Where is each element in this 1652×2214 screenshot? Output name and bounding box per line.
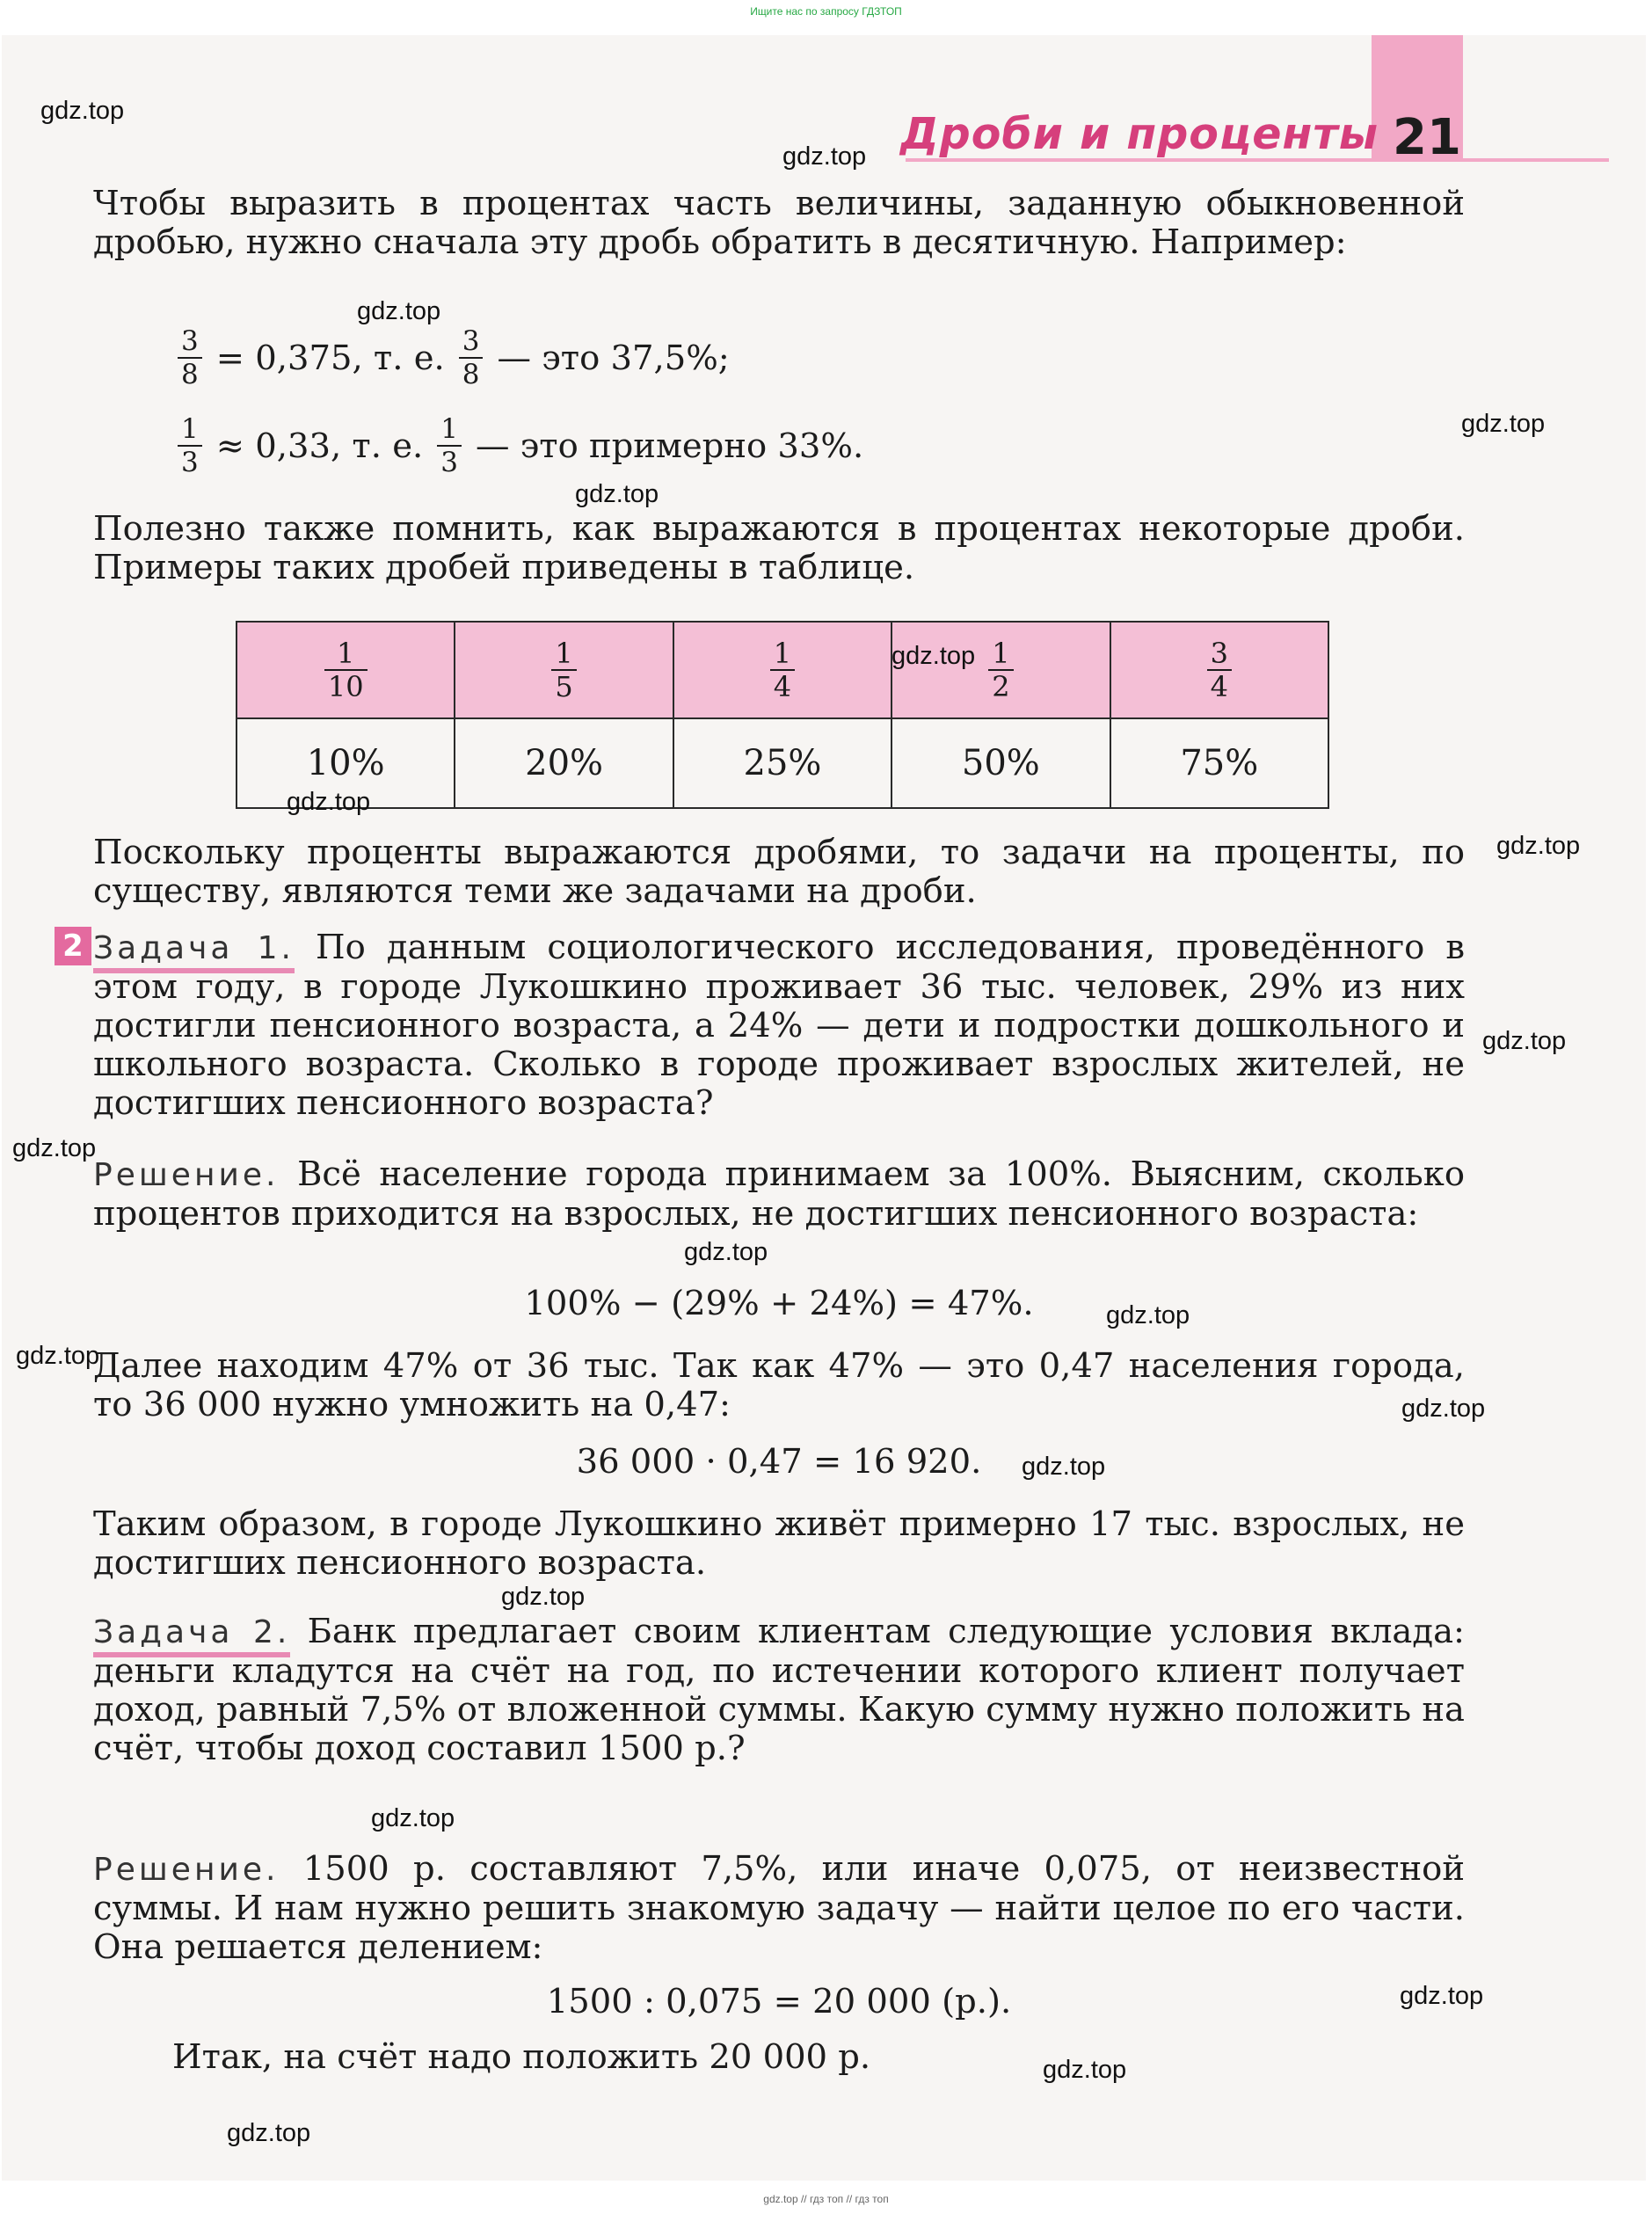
watermark: gdz.top <box>1401 1395 1486 1423</box>
watermark: gdz.top <box>357 297 441 325</box>
watermark: gdz.top <box>782 142 867 171</box>
example-tail: — это примерно 33%. <box>475 426 864 466</box>
bottom-note: gdz.top // гдз топ // гдз топ <box>763 2193 889 2205</box>
formula-2: 36 000 · 0,47 = 16 920. <box>576 1442 982 1482</box>
watermark: gdz.top <box>1043 2056 1127 2084</box>
task2-paragraph <box>93 1613 1465 1768</box>
page-number: 21 <box>1393 109 1461 166</box>
task1-conclusion: Таким образом, в городе Лукошкино живёт примерно 17 тыс. взрослых, не достигших пенсионного возраста. <box>93 1504 1465 1583</box>
solution-text: 1500 р. составляют 7,5%, или иначе 0,075, от неизвестной суммы. И нам нужно решить знакомую задачу — найти целое по его части. Она решается делением: <box>93 1849 1465 1967</box>
fraction: $\frac{1}{3}$ <box>178 413 202 478</box>
task2-label: Задача 2. <box>93 1614 290 1657</box>
example-value: ≈ 0,33, т. е. <box>215 426 424 466</box>
task2-conclusion: Итак, на счёт надо положить 20 000 р. <box>172 2037 871 2077</box>
example-line-2 <box>172 413 863 478</box>
since-note: Поскольку проценты выражаются дробями, то задачи на проценты, по существу, являются теми же задачами на дроби. <box>93 833 1465 911</box>
fraction-percent-table <box>236 621 1329 809</box>
watermark: gdz.top <box>1461 410 1546 438</box>
table-cell: $\frac{3}{4}$ <box>1110 622 1328 718</box>
table-cell: 20% <box>455 718 673 808</box>
section-marker: 2 <box>55 927 91 965</box>
watermark: gdz.top <box>227 2119 311 2147</box>
table-cell: 50% <box>891 718 1110 808</box>
solution-label: Решение. <box>93 1157 280 1193</box>
table-cell: $\frac{1}{5}$ <box>455 622 673 718</box>
chapter-title: Дроби и проценты <box>900 109 1379 159</box>
table-cell: 75% <box>1110 718 1328 808</box>
example-tail: — это 37,5%; <box>497 338 730 378</box>
watermark: gdz.top <box>1022 1453 1106 1481</box>
watermark: gdz.top <box>287 788 371 816</box>
example-line-1 <box>172 325 730 390</box>
formula-3: 1500 : 0,075 = 20 000 (р.). <box>546 1982 1012 2021</box>
task1-label: Задача 1. <box>93 930 295 973</box>
example-value: = 0,375, т. е. <box>215 338 445 378</box>
watermark: gdz.top <box>12 1134 97 1162</box>
table-cell: $\frac{1}{4}$ <box>673 622 891 718</box>
task1-text: По данным социологического исследования, проведённого в этом году, в городе Лукошкино проживает 36 тыс. человек, 29% из них достигли пенсионного возраста, а 24% — дети и подростки дошкольного и школьного возраста. Сколько в городе проживает взрослых жителей, не достигших пенсионного возраста? <box>93 928 1465 1123</box>
watermark: gdz.top <box>1482 1027 1567 1055</box>
table-cell: 10% <box>237 718 455 808</box>
task1-solution <box>93 1155 1465 1234</box>
table-cell: $\frac{1}{2}$ <box>891 622 1110 718</box>
useful-note: Полезно также помнить, как выражаются в процентах некоторые дроби. Примеры таких дробей приведены в таблице. <box>93 509 1465 587</box>
watermark: gdz.top <box>40 97 125 125</box>
fraction: $\frac{3}{8}$ <box>459 325 484 390</box>
task1-paragraph <box>93 929 1465 1123</box>
solution-text: Всё население города принимаем за 100%. Выясним, сколько процентов приходится на взрослых, не достигших пенсионного возраста: <box>93 1154 1465 1234</box>
table-cell: $\frac{1}{10}$ <box>237 622 455 718</box>
watermark: gdz.top <box>501 1583 586 1611</box>
watermark: gdz.top <box>16 1342 100 1370</box>
watermark: gdz.top <box>371 1804 455 1832</box>
watermark: gdz.top <box>575 480 659 508</box>
watermark: gdz.top <box>1400 1982 1484 2010</box>
fraction: $\frac{1}{3}$ <box>437 413 462 478</box>
task2-text: Банк предлагает своим клиентам следующие условия вклада: деньги кладутся на счёт на год, по истечении которого клиент получает доход, равный 7,5% от вложенной суммы. Какую сумму нужно положить на счёт, чтобы доход составил 1500 р.? <box>93 1612 1465 1768</box>
solution-label: Решение. <box>93 1852 280 1888</box>
table-cell: 25% <box>673 718 891 808</box>
top-note: Ищите нас по запросу ГДЗТОП <box>750 5 902 18</box>
watermark: gdz.top <box>1106 1301 1190 1329</box>
task2-solution <box>93 1850 1465 1967</box>
watermark: gdz.top <box>684 1238 768 1266</box>
task1-further: Далее находим 47% от 36 тыс. Так как 47% — это 0,47 населения города, то 36 000 нужно умножить на 0,47: <box>93 1346 1465 1424</box>
formula-1: 100% − (29% + 24%) = 47%. <box>524 1284 1034 1323</box>
intro-paragraph: Чтобы выразить в процентах часть величины, заданную обыкновенной дробью, нужно сначала эту дробь обратить в десятичную. Например: <box>93 184 1465 262</box>
watermark: gdz.top <box>891 642 976 670</box>
fraction: $\frac{3}{8}$ <box>178 325 202 390</box>
watermark: gdz.top <box>1496 832 1581 860</box>
